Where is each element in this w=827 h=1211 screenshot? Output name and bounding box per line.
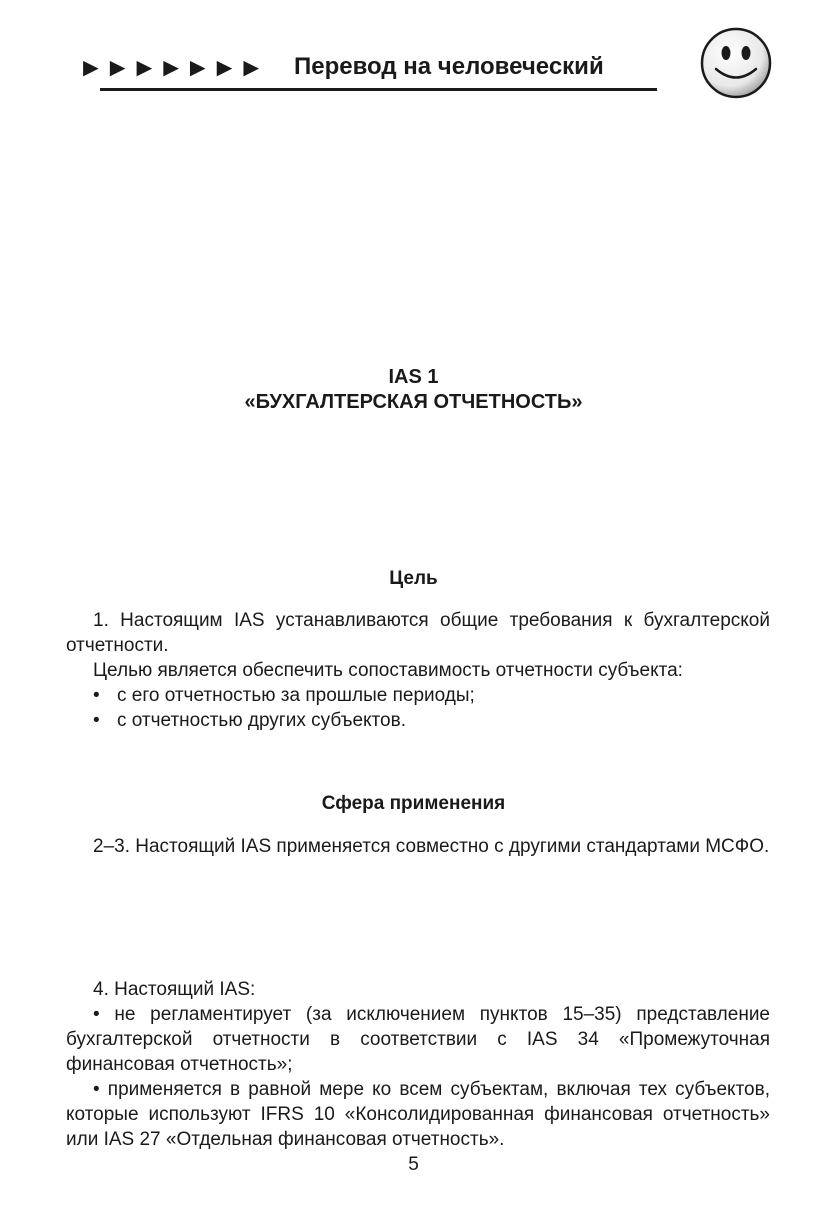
chapter-title: «БУХГАЛТЕРСКАЯ ОТЧЕТНОСТЬ»: [244, 391, 583, 413]
page-header: [0, 0, 827, 110]
list-item-text: с отчетностью других субъектов.: [117, 710, 406, 731]
running-title: Перевод на человеческий: [294, 53, 604, 80]
list-item-text: с его отчетностью за прошлые периоды;: [117, 685, 475, 706]
scope-paragraph-2: 4. Настоящий IAS:: [93, 979, 256, 1000]
scope-bullet-1: • не регламентирует (за исключением пунктов 15–35) представление бухгалтерской отчетности в соответствии с IAS 34 «Промежуточная финансовая отчетность»;: [66, 1004, 770, 1075]
list-item: [66, 683, 770, 708]
page-number: 5: [408, 1154, 419, 1175]
scope-paragraph-1: 2–3. Настоящий IAS применяется совместно с другими стандартами МСФО.: [93, 836, 770, 857]
goal-paragraph-2: Целью является обеспечить сопоставимость отчетности субъекта:: [93, 660, 683, 681]
scope-text-block: [66, 977, 770, 1152]
goal-bullet-list: [66, 683, 770, 733]
header-rule: [100, 88, 657, 91]
header-arrows: ►►►►►►►: [78, 52, 266, 82]
smiley-face-icon: [699, 26, 773, 100]
chapter-code: IAS 1: [388, 366, 439, 388]
section-heading-goal: Цель: [389, 568, 438, 589]
goal-paragraph-1: 1. Настоящим IAS устанавливаются общие требования к бухгалтерской отчетности.: [66, 610, 770, 656]
list-item: [66, 708, 770, 733]
section-heading-scope: Сфера применения: [321, 793, 506, 814]
bullet-symbol: •: [93, 685, 100, 706]
goal-text-block: [66, 608, 770, 733]
bullet-symbol: •: [93, 710, 100, 731]
scope-bullet-2: • применяется в равной мере ко всем субъектам, включая тех субъектов, которые используют IFRS 10 «Консолидированная финансовая отчетность» или IAS 27 «Отдельная финансовая отчетность».: [66, 1079, 770, 1150]
